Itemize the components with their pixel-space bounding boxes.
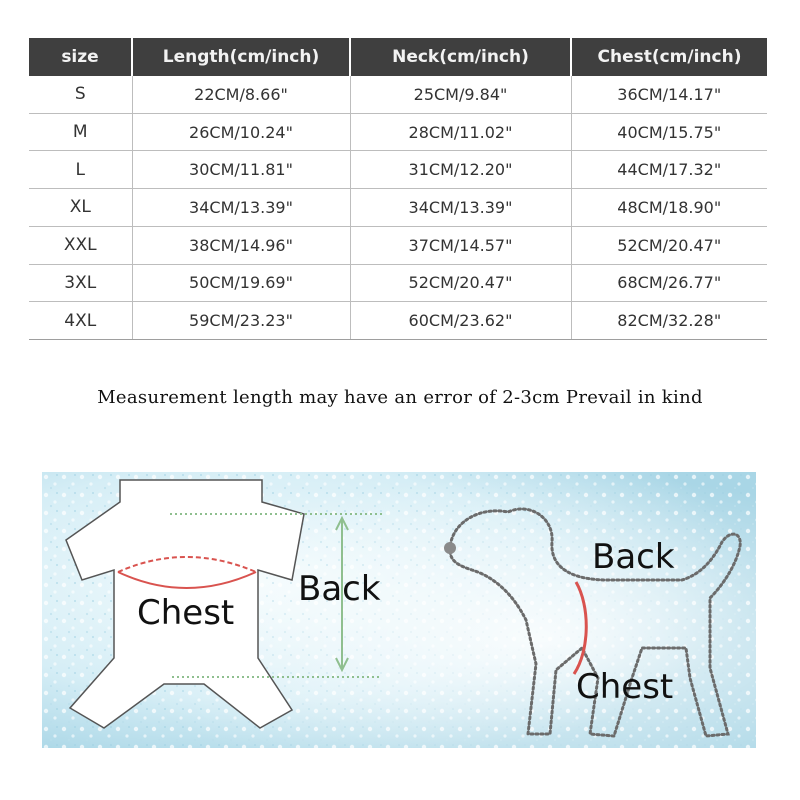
size-cell: S — [29, 76, 132, 113]
dog-nose — [444, 542, 456, 554]
header-chest: Chest(cm/inch) — [571, 38, 767, 76]
chest-cell: 48CM/18.90" — [571, 189, 767, 227]
neck-cell: 60CM/23.62" — [350, 302, 571, 340]
chest-cell: 40CM/15.75" — [571, 113, 767, 151]
header-neck: Neck(cm/inch) — [350, 38, 571, 76]
dog-chest-label: Chest — [576, 667, 674, 707]
size-cell: M — [29, 113, 132, 151]
length-cell: 26CM/10.24" — [132, 113, 350, 151]
chest-cell: 36CM/14.17" — [571, 76, 767, 113]
neck-cell: 25CM/9.84" — [350, 76, 571, 113]
garment-back-label: Back — [298, 569, 381, 609]
size-cell: XL — [29, 189, 132, 227]
header-length: Length(cm/inch) — [132, 38, 350, 76]
table-row — [29, 264, 767, 302]
size-chart-header-row — [29, 38, 767, 76]
table-row — [29, 151, 767, 189]
size-cell: XXL — [29, 226, 132, 264]
length-cell: 22CM/8.66" — [132, 76, 350, 113]
size-cell: 4XL — [29, 302, 132, 340]
chest-cell: 82CM/32.28" — [571, 302, 767, 340]
length-cell: 59CM/23.23" — [132, 302, 350, 340]
measurement-note: Measurement length may have an error of 2-3cm Prevail in kind — [97, 387, 703, 408]
size-cell: 3XL — [29, 264, 132, 302]
table-row — [29, 76, 767, 113]
length-cell: 38CM/14.96" — [132, 226, 350, 264]
chest-cell: 68CM/26.77" — [571, 264, 767, 302]
measurement-diagram-svg — [42, 472, 756, 748]
header-size: size — [29, 38, 132, 76]
neck-cell: 31CM/12.20" — [350, 151, 571, 189]
neck-cell: 37CM/14.57" — [350, 226, 571, 264]
table-row — [29, 189, 767, 227]
garment-chest-label: Chest — [137, 593, 235, 633]
chest-cell: 44CM/17.32" — [571, 151, 767, 189]
dog-back-label: Back — [592, 537, 675, 577]
size-cell: L — [29, 151, 132, 189]
measurement-diagram — [42, 472, 756, 748]
length-cell: 50CM/19.69" — [132, 264, 350, 302]
length-cell: 34CM/13.39" — [132, 189, 350, 227]
chest-cell: 52CM/20.47" — [571, 226, 767, 264]
neck-cell: 34CM/13.39" — [350, 189, 571, 227]
neck-cell: 28CM/11.02" — [350, 113, 571, 151]
neck-cell: 52CM/20.47" — [350, 264, 571, 302]
table-row — [29, 302, 767, 340]
table-row — [29, 113, 767, 151]
length-cell: 30CM/11.81" — [132, 151, 350, 189]
size-chart-table — [29, 38, 767, 340]
table-row — [29, 226, 767, 264]
